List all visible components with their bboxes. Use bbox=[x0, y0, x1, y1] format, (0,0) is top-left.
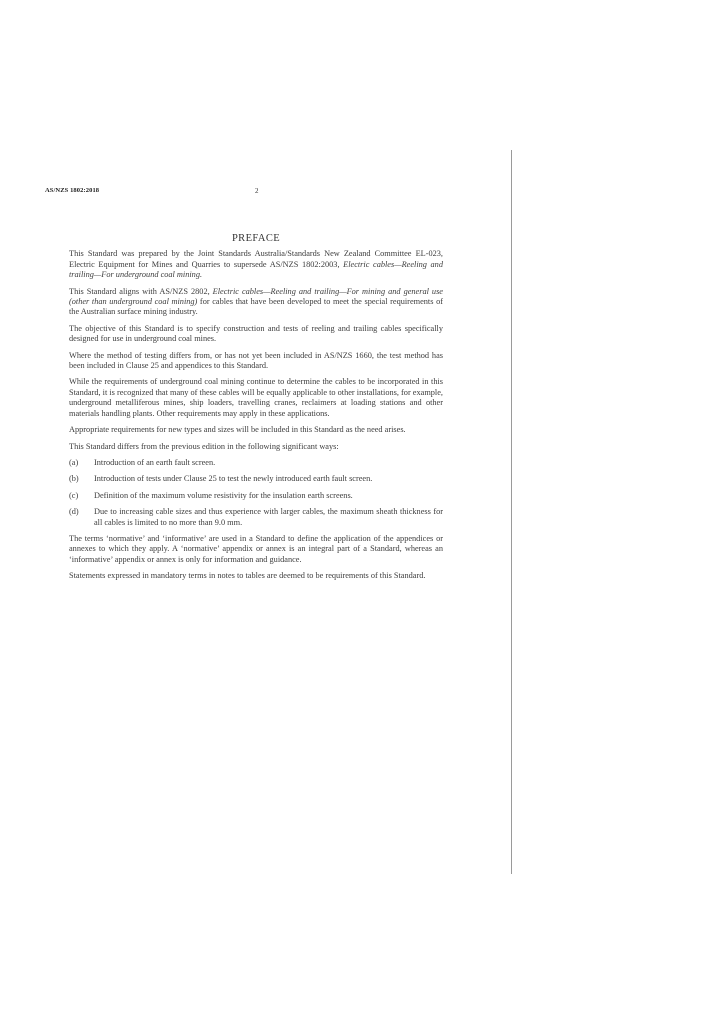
paragraph bbox=[69, 534, 443, 565]
paragraph-text: Appropriate requirements for new types and sizes will be included in this Standard as the need arises. bbox=[69, 425, 406, 435]
list-item-text: Introduction of tests under Clause 25 to test the newly introduced earth fault screen. bbox=[94, 474, 373, 484]
intro-paragraphs bbox=[69, 249, 443, 452]
italic-title-text: Electric cables—Reeling and trailing—For mining and general use (other than underground coal mining) bbox=[69, 286, 443, 307]
list-item-text: Introduction of an earth fault screen. bbox=[94, 457, 216, 467]
list-item-text: Due to increasing cable sizes and thus experience with larger cables, the maximum sheath thickness for all cables is limited to no more than 9.0 mm. bbox=[94, 507, 443, 527]
page-number: 2 bbox=[255, 187, 259, 195]
paragraph-text: The objective of this Standard is to specify construction and tests of reeling and trailing cables specifically designed for use in underground coal mines. bbox=[69, 323, 443, 344]
list-item-label: (c) bbox=[69, 490, 79, 500]
paragraph-text: The terms ‘normative’ and ‘informative’ are used in a Standard to define the application of the appendices or annexes to which they apply. A ‘normative’ appendix or annex is an integral part of a Standard, whereas an ‘informative’ appendix or annex is only for information and guidance. bbox=[69, 533, 443, 564]
paragraph-text: This Standard aligns with AS/NZS 2802, bbox=[69, 286, 213, 296]
changes-list bbox=[69, 458, 443, 528]
paragraph bbox=[69, 351, 443, 372]
list-item bbox=[69, 458, 443, 468]
paragraph-text: Where the method of testing differs from, or has not yet been included in AS/NZS 1660, the test method has been included in Clause 25 and appendices to this Standard. bbox=[69, 350, 443, 371]
list-item-text: Definition of the maximum volume resistivity for the insulation earth screens. bbox=[94, 490, 353, 500]
list-item-label: (a) bbox=[69, 457, 79, 467]
preface-body bbox=[69, 234, 443, 588]
paragraph-text: This Standard was prepared by the Joint Standards Australia/Standards New Zealand Committee EL-023, Electric Equipment for Mines and Quarries to supersede AS/NZS 1802:2003, bbox=[69, 249, 443, 269]
page-title: PREFACE bbox=[231, 233, 281, 244]
list-item-label: (b) bbox=[69, 474, 79, 484]
list-item bbox=[69, 474, 443, 484]
paragraph-text: While the requirements of underground coal mining continue to determine the cables to be incorporated in this Standard, it is recognized that many of these cables will be equally applicable to other installations, for example, underground metalliferous mines, ship loaders, travelling cranes, reclaimers at loading stations and other materials handling plants. Other requirements may apply in these applications. bbox=[69, 377, 443, 418]
paragraph-text: Statements expressed in mandatory terms in notes to tables are deemed to be requirements of this Standard. bbox=[69, 571, 426, 581]
paragraph bbox=[69, 287, 443, 318]
paragraph-text: This Standard differs from the previous edition in the following significant ways: bbox=[69, 441, 339, 451]
margin-rule bbox=[511, 150, 512, 874]
paragraph bbox=[69, 324, 443, 345]
paragraph-text: for cables that have been developed to meet the special requirements of the Australian surface mining industry. bbox=[69, 297, 443, 317]
italic-title-text: Electric cables—Reeling and trailing—For underground coal mining. bbox=[69, 259, 443, 280]
paragraph bbox=[69, 442, 443, 452]
paragraph bbox=[69, 571, 443, 581]
running-head: AS/NZS 1802:2018 bbox=[45, 187, 100, 194]
list-item bbox=[69, 507, 443, 528]
list-item-label: (d) bbox=[69, 507, 79, 517]
closing-paragraphs bbox=[69, 534, 443, 582]
list-item bbox=[69, 491, 443, 501]
paragraph bbox=[69, 425, 443, 435]
paragraph bbox=[69, 377, 443, 419]
paragraph bbox=[69, 249, 443, 280]
